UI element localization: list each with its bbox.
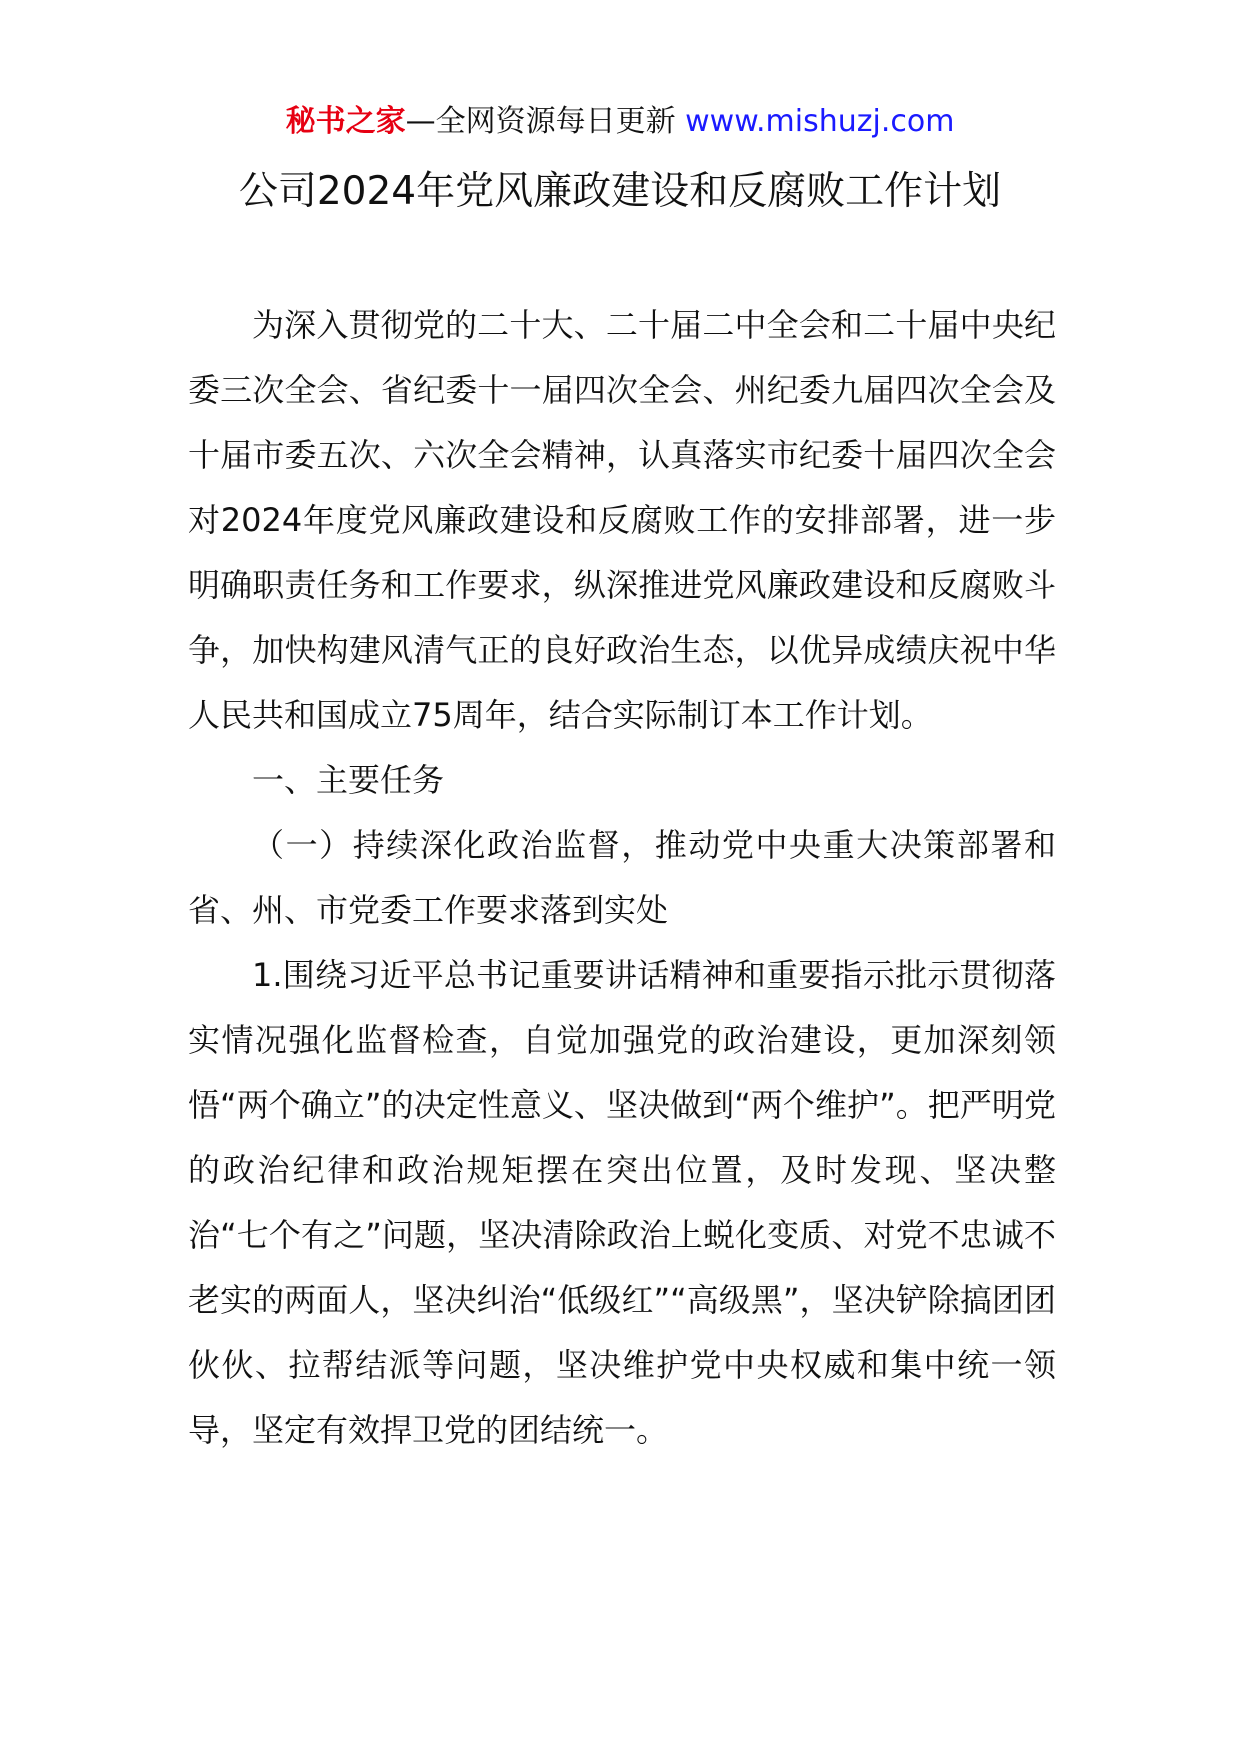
site-url-link[interactable]: www.mishuzj.com: [685, 104, 955, 139]
intro-paragraph: 为深入贯彻党的二十大、二十届二中全会和二十届中央纪委三次全会、省纪委十一届四次全会、州纪委九届四次全会及十届市委五次、六次全会精神，认真落实市纪委十届四次全会对2024年度党风廉政建设和反腐败工作的安排部署，进一步明确职责任务和工作要求，纵深推进党风廉政建设和反腐败斗争，加快构建风清气正的良好政治生态，以优异成绩庆祝中华人民共和国成立75周年，结合实际制订本工作计划。: [188, 306, 1056, 734]
section-heading: 一、主要任务: [252, 761, 445, 799]
site-tagline: —全网资源每日更新: [405, 104, 676, 139]
site-brand: 秘书之家: [285, 104, 406, 139]
document-title: 公司2024年党风廉政建设和反腐败工作计划: [238, 169, 1002, 214]
subsection-heading: （一）持续深化政治监督，推动党中央重大决策部署和省、州、市党委工作要求落到实处: [188, 826, 1056, 929]
document-body: [188, 293, 1056, 1463]
item-paragraph: 1.围绕习近平总书记重要讲话精神和重要指示批示贯彻落实情况强化监督检查，自觉加强党的政治建设，更加深刻领悟“两个确立”的决定性意义、坚决做到“两个维护”。把严明党的政治纪律和政治规矩摆在突出位置，及时发现、坚决整治“七个有之”问题，坚决清除政治上蜕化变质、对党不忠诚不老实的两面人，坚决纠治“低级红”“高级黑”，坚决铲除搞团团伙伙、拉帮结派等问题，坚决维护党中央权威和集中统一领导，坚定有效捍卫党的团结统一。: [188, 956, 1056, 1449]
site-header: [0, 100, 1240, 144]
